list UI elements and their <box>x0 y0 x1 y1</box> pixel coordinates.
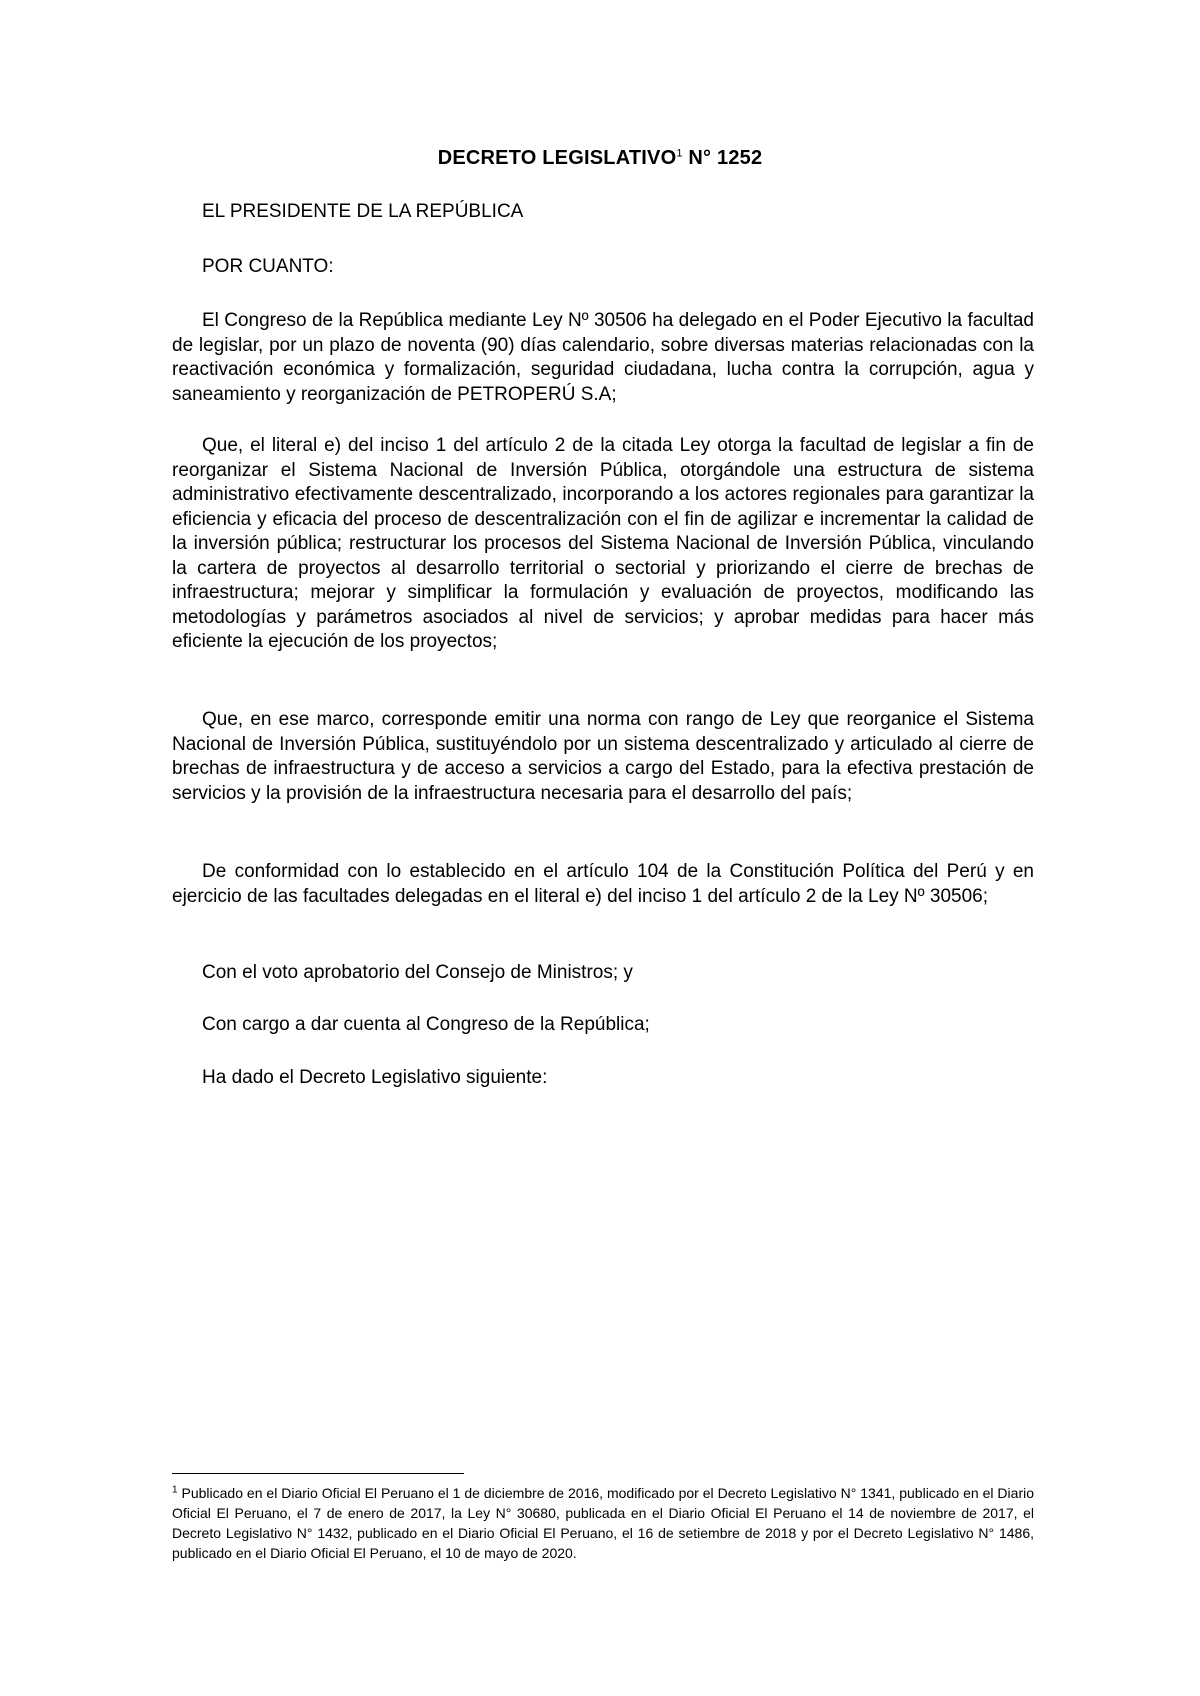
paragraph-congress-delegation: El Congreso de la República mediante Ley Nº 30506 ha delegado en el Poder Ejecutivo la facultad de legislar, por un plazo de noventa (90) días calendario, sobre diversas materias relacionadas con la reactivación económica y formalización, seguridad ciudadana, lucha contra la corrupción, agua y saneamiento y reorganización de PETROPERÚ S.A; <box>172 310 1034 405</box>
footnote-marker: 1 <box>172 1484 178 1496</box>
title-suffix: N° 1252 <box>682 147 763 169</box>
closing-line-consejo: Con el voto aprobatorio del Consejo de Ministros; y <box>202 962 633 983</box>
paragraph-marco: Que, en ese marco, corresponde emitir una norma con rango de Ley que reorganice el Sistema Nacional de Inversión Pública, sustituyéndolo por un sistema descentralizado y articulado al cierre de brechas de infraestructura y de acceso a servicios a cargo del Estado, para la efectiva prestación de servicios y la provisión de la infraestructura necesaria para el desarrollo del país; <box>172 709 1034 804</box>
title-prefix: DECRETO LEGISLATIVO <box>437 147 677 169</box>
title-footnote-ref[interactable]: 1 <box>676 147 683 160</box>
por-cuanto-label: POR CUANTO: <box>202 256 334 277</box>
footnote-separator <box>172 1473 464 1474</box>
paragraph-literal-e: Que, el literal e) del inciso 1 del artículo 2 de la citada Ley otorga la facultad de legislar a fin de reorganizar el Sistema Nacional de Inversión Pública, otorgándole una estructura de sistema administrativo efectivamente descentralizado, incorporando a los actores regionales para garantizar la eficiencia y eficacia del proceso de descentralización con el fin de agilizar e incrementar la calidad de la inversión pública; restructurar los procesos del Sistema Nacional de Inversión Pública, vinculando la cartera de proyectos al desarrollo territorial o sectorial y priorizando el cierre de brechas de infraestructura; mejorar y simplificar la formulación y evaluación de proyectos, modificando las metodologías y parámetros asociados al nivel de servicios; y aprobar medidas para hacer más eficiente la ejecución de los proyectos; <box>172 435 1034 652</box>
footnote-text: Publicado en el Diario Oficial El Peruano el 1 de diciembre de 2016, modificado por el Decreto Legislativo N° 1341, publicado en el Diario Oficial El Peruano, el 7 de enero de 2017, la Ley N° 30680, publicada en el Diario Oficial El Peruano el 14 de noviembre de 2017, el Decreto Legislativo N° 1432, publicado en el Diario Oficial El Peruano, el 16 de setiembre de 2018 y por el Decreto Legislativo N° 1486, publicado en el Diario Oficial El Peruano, el 10 de mayo de 2020. <box>172 1485 1034 1561</box>
heading-president: EL PRESIDENTE DE LA REPÚBLICA <box>202 201 524 222</box>
closing-line-congreso: Con cargo a dar cuenta al Congreso de la República; <box>202 1014 650 1035</box>
footnote <box>172 1483 1034 1563</box>
closing-line-dado: Ha dado el Decreto Legislativo siguiente: <box>202 1067 548 1088</box>
document-title <box>0 146 1200 170</box>
paragraph-conformidad: De conformidad con lo establecido en el artículo 104 de la Constitución Política del Perú y en ejercicio de las facultades delegadas en el literal e) del inciso 1 del artículo 2 de la Ley Nº 30506; <box>172 861 1034 907</box>
